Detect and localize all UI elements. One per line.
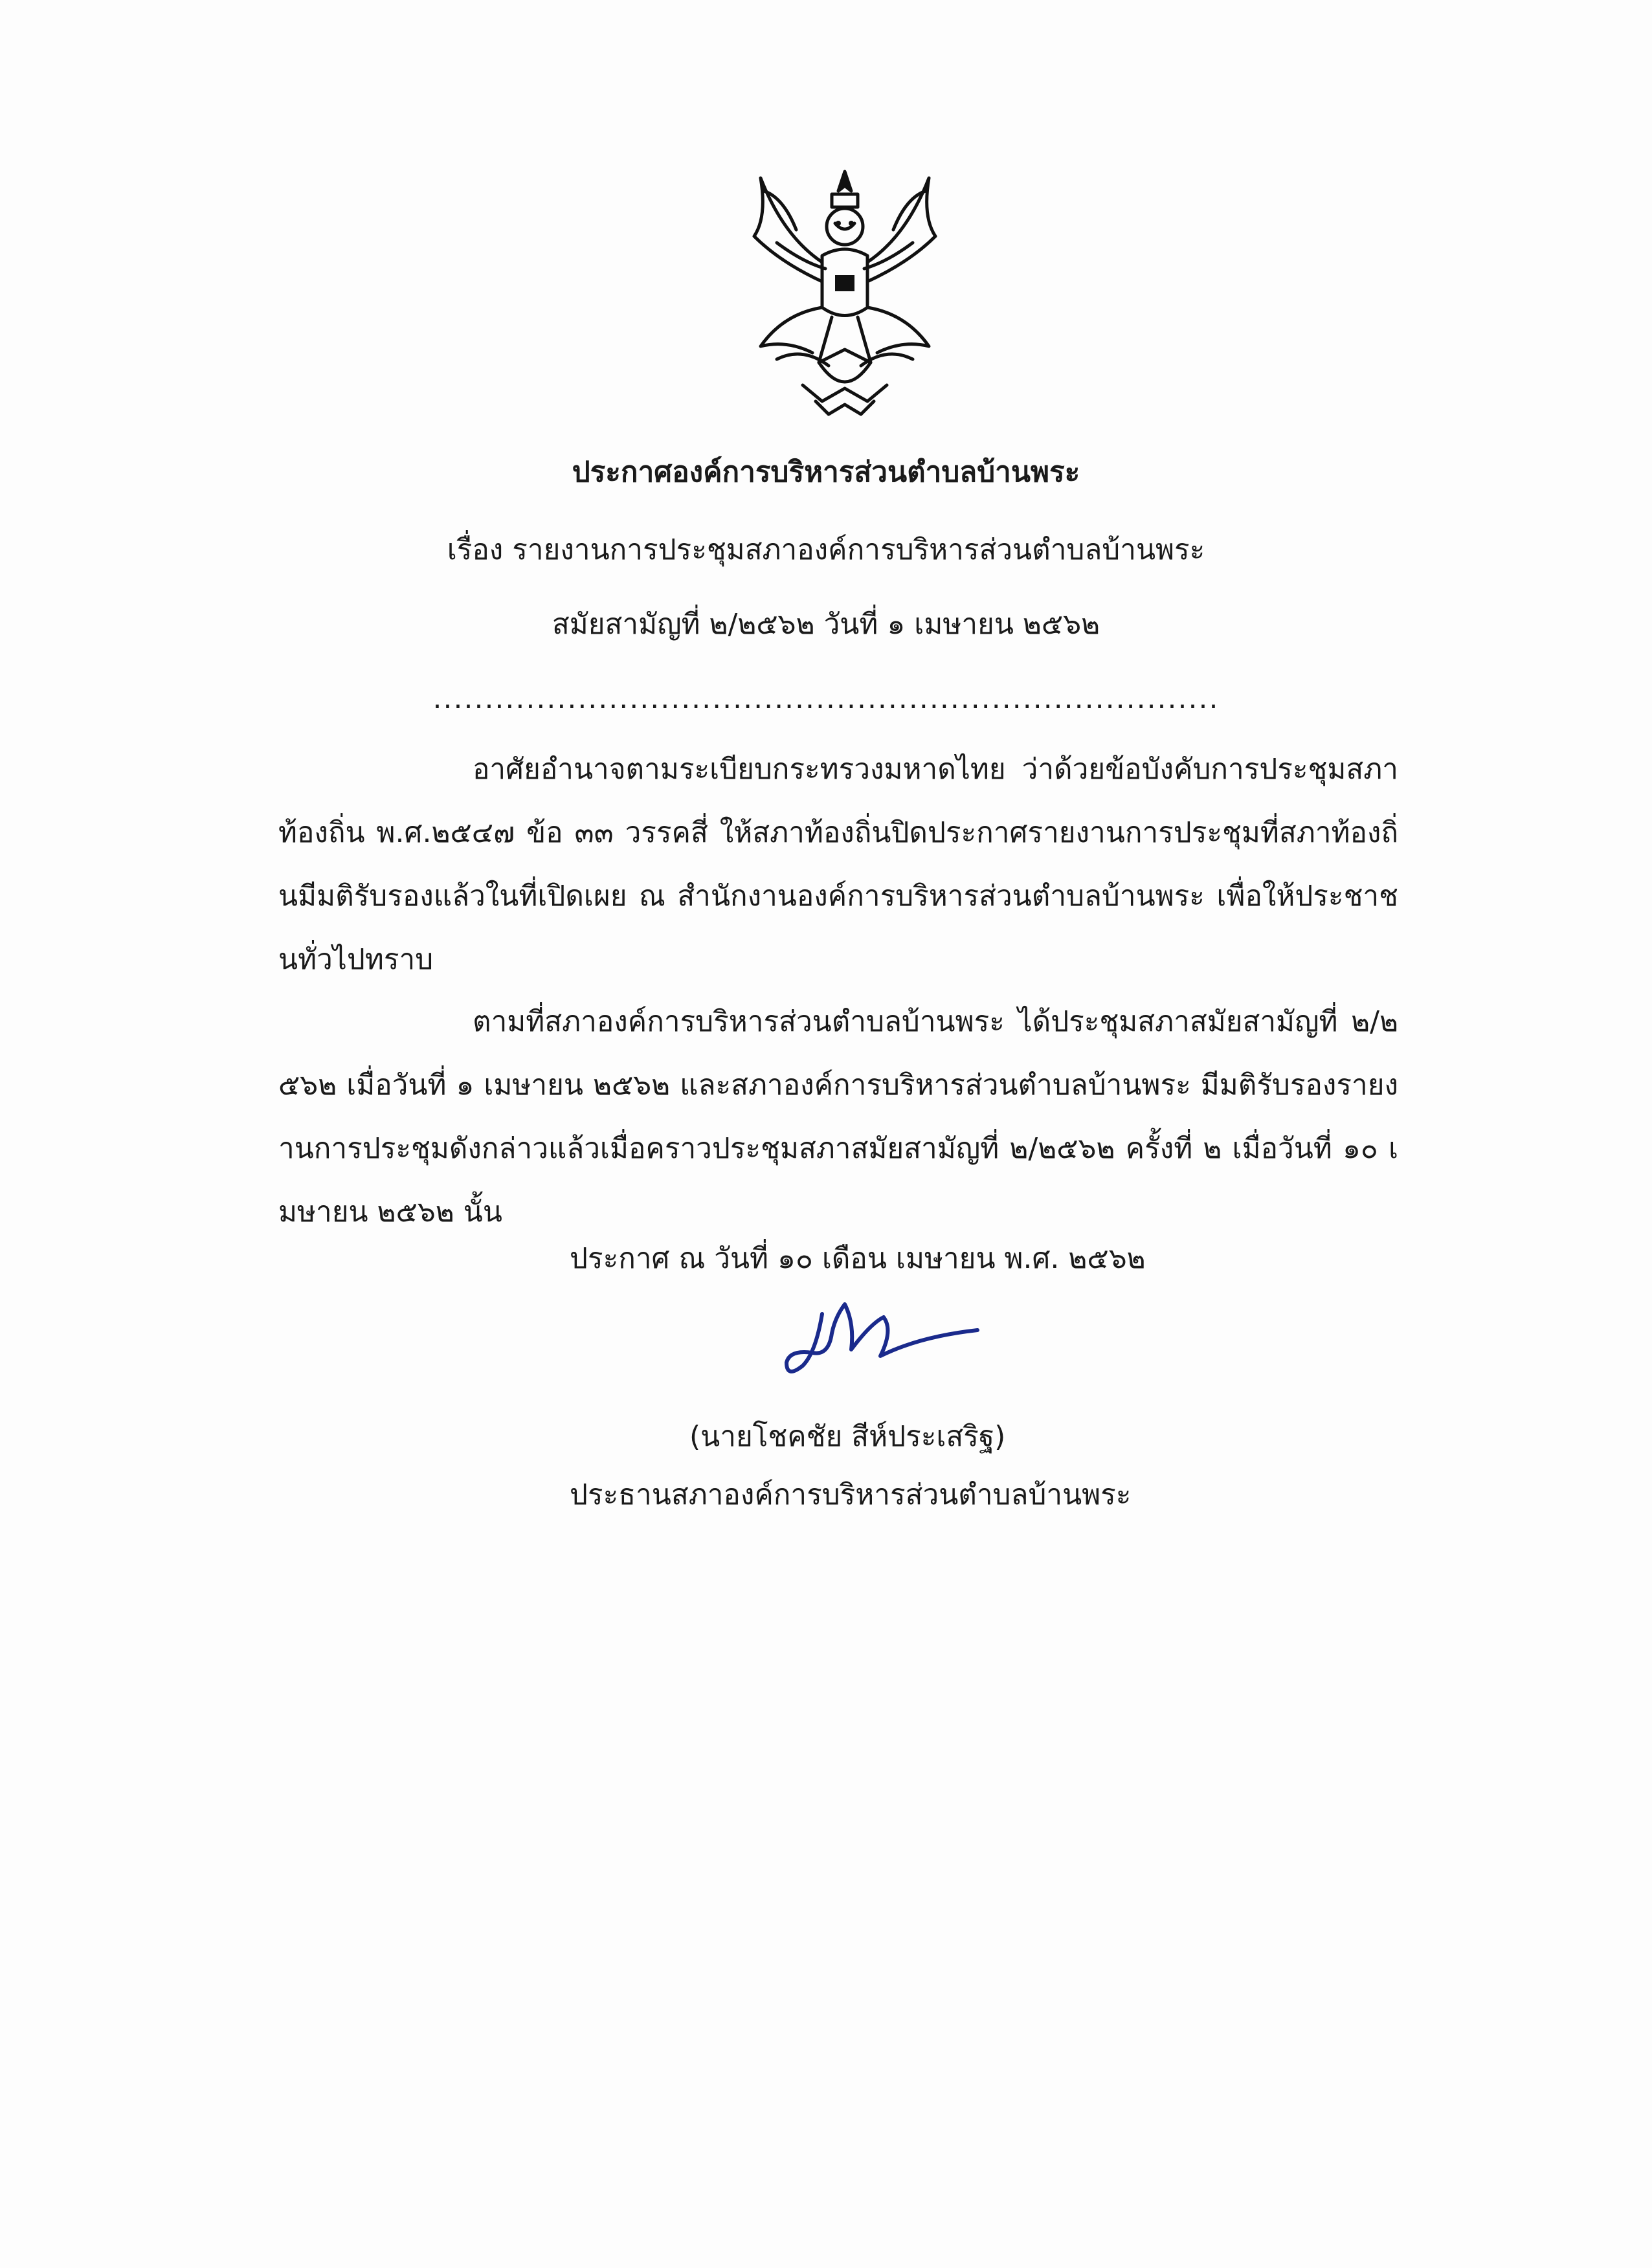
- body-paragraph-2: ตามที่สภาองค์การบริหารส่วนตำบลบ้านพระ ได้ประชุมสภาสมัยสามัญที่ ๒/๒๕๖๒ เมื่อวันที่ ๑ เมษายน ๒๕๖๒ และสภาองค์การบริหารส่วนตำบลบ้านพระ มีมติรับรองรายงานการประชุมดังกล่าวแล้วเมื่อคราวประชุมสภาสมัยสามัญที่ ๒/๒๕๖๒ ครั้งที่ ๒ เมื่อวันที่ ๑๐ เมษายน ๒๕๖๒ นั้น: [278, 1005, 1398, 1228]
- separator-line: ............................................................................: [432, 682, 1220, 715]
- signature-icon: [777, 1288, 997, 1392]
- announcement-date: ประกาศ ณ วันที่ ๑๐ เดือน เมษายน พ.ศ. ๒๕๖๒: [570, 1242, 1146, 1275]
- body-paragraph-1: อาศัยอำนาจตามระเบียบกระทรวงมหาดไทย ว่าด้วยข้อบังคับการประชุมสภาท้องถิ่น พ.ศ.๒๕๔๗ ข้อ ๓๓ วรรคสี่ ให้สภาท้องถิ่นปิดประกาศรายงานการประชุมที่สภาท้องถิ่นมีมติรับรองแล้วในที่เปิดเผย ณ สำนักงานองค์การบริหารส่วนตำบลบ้านพระ เพื่อให้ประชาชนทั่วไปทราบ: [278, 753, 1398, 976]
- signer-position: ประธานสภาองค์การบริหารส่วนตำบลบ้านพระ: [570, 1478, 1132, 1511]
- garuda-emblem-icon: [738, 165, 952, 417]
- signer-name: (นายโชคชัย สีห์ประเสริฐ): [689, 1420, 1006, 1453]
- announcement-title: ประกาศองค์การบริหารส่วนตำบลบ้านพระ: [572, 456, 1080, 489]
- announcement-subject: เรื่อง รายงานการประชุมสภาองค์การบริหารส่วนตำบลบ้านพระ: [447, 533, 1205, 566]
- session-line: สมัยสามัญที่ ๒/๒๕๖๒ วันที่ ๑ เมษายน ๒๕๖๒: [552, 608, 1100, 641]
